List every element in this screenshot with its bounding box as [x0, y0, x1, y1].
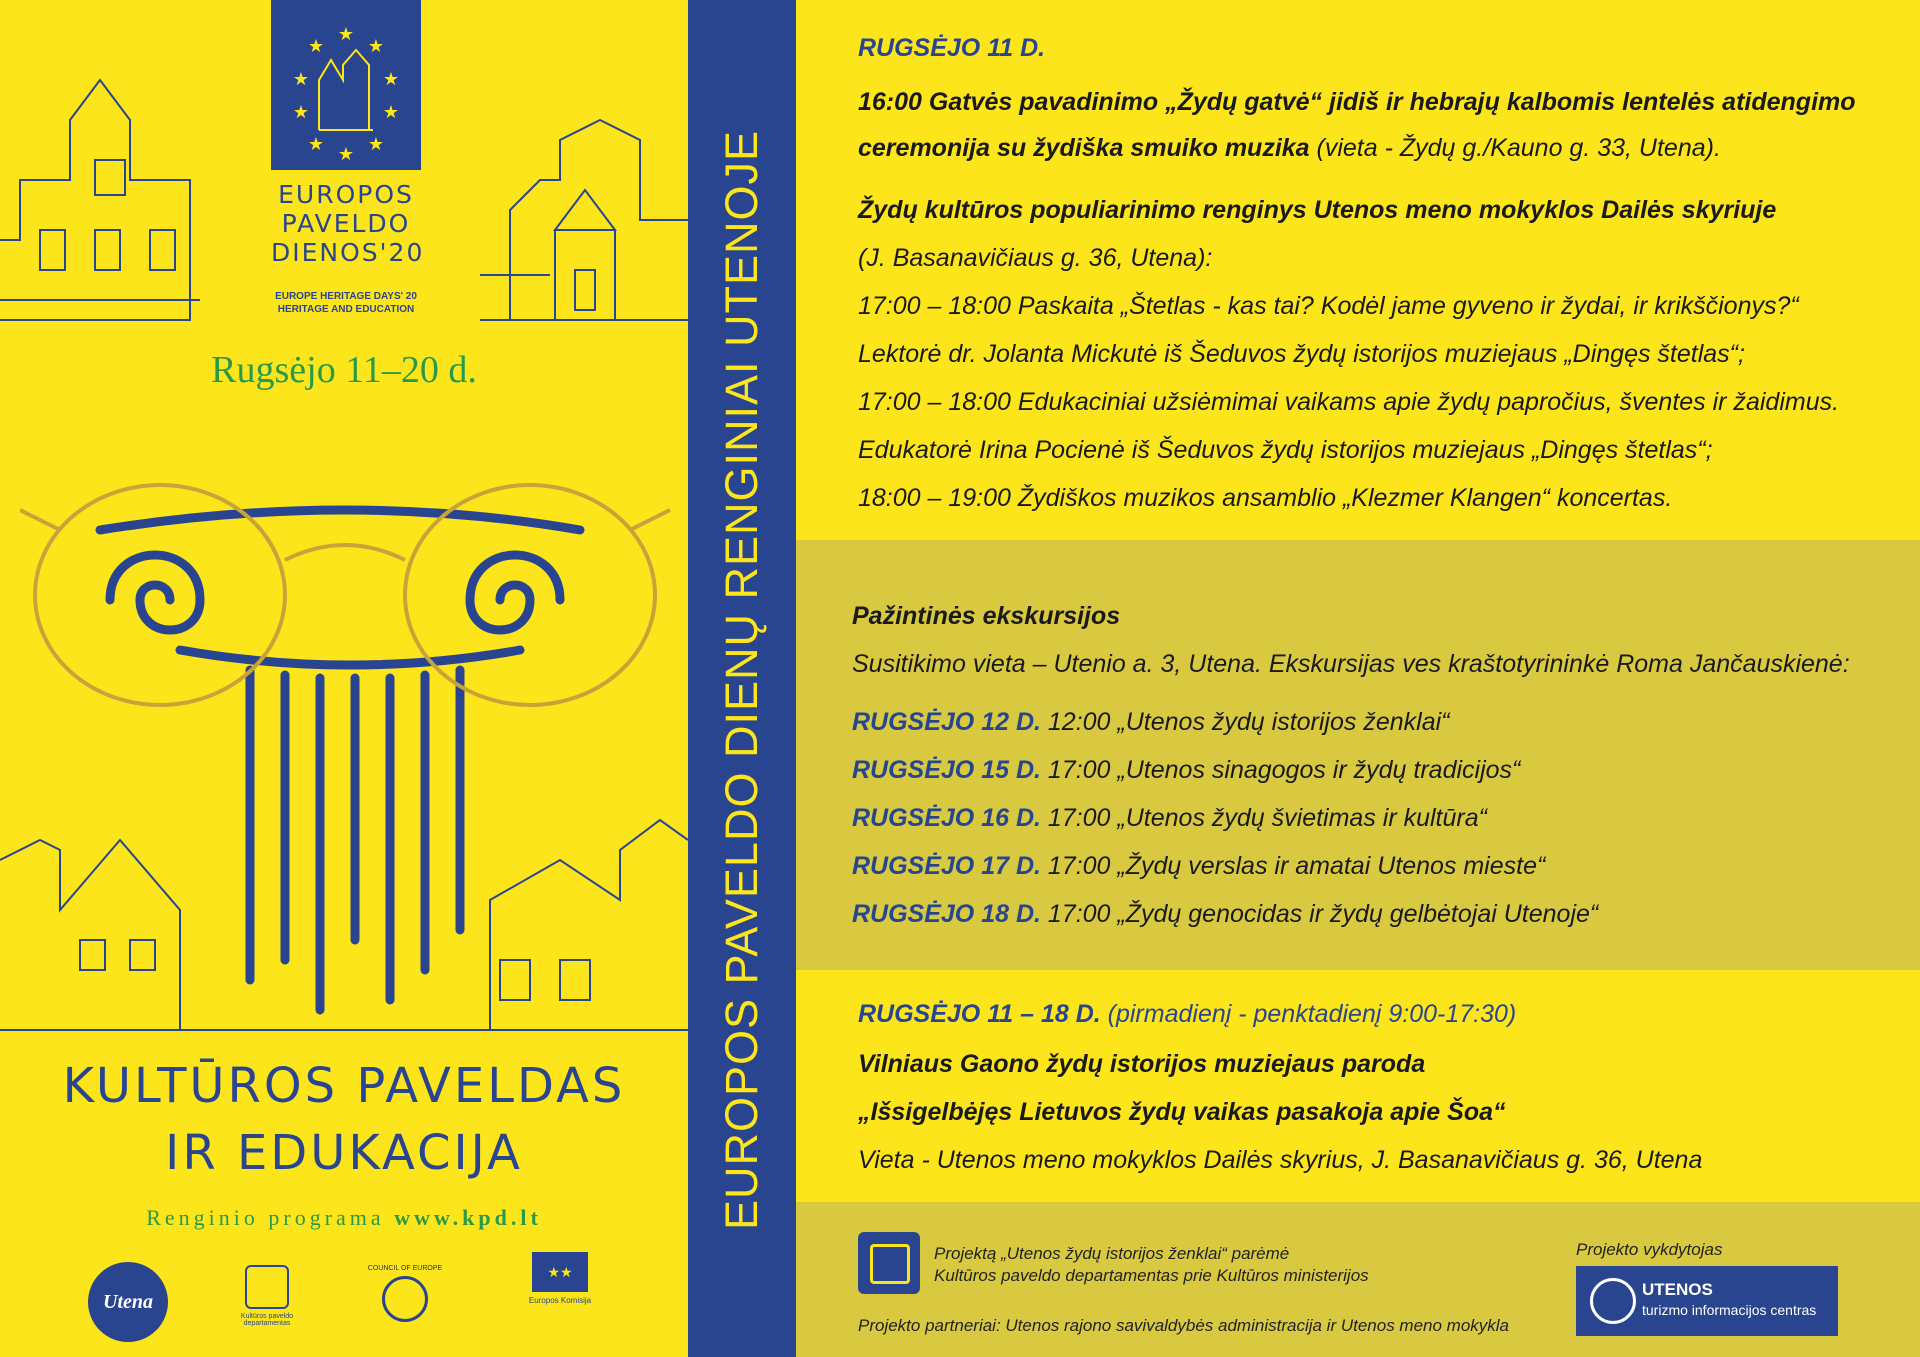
- svg-text:★: ★: [382, 102, 400, 122]
- panel1-line2: ceremonija su žydiška smuiko muzika (vieta - Žydų g./Kauno g. 33, Utena).: [858, 134, 1721, 162]
- panel1-line8: Edukatorė Irina Pocienė iš Šeduvos žydų istorijos muziejaus „Dingęs štetlas“;: [858, 436, 1713, 464]
- svg-text:★: ★: [292, 102, 310, 122]
- panel1-line9: 18:00 – 19:00 Žydiškos muzikos ansamblio „Klezmer Klangen“ koncertas.: [858, 484, 1673, 512]
- panel1-date: RUGSĖJO 11 D.: [858, 34, 1046, 62]
- lower-buildings-illustration: [0, 760, 688, 1060]
- svg-text:★: ★: [367, 36, 385, 56]
- svg-text:★: ★: [337, 24, 355, 44]
- tours-intro: Susitikimo vieta – Utenio a. 3, Utena. Ekskursijas ves kraštotyrininkė Roma Jančauskienė:: [852, 650, 1850, 678]
- logo-line3: DIENOS'20: [271, 238, 425, 267]
- vertical-title: EUROPOS PAVELDO DIENŲ RENGINIAI UTENOJE: [716, 129, 767, 1231]
- vertical-title-strip: [688, 0, 796, 1357]
- tour-item: RUGSĖJO 15 D. 17:00 „Utenos sinagogos ir žydų tradicijos“: [852, 756, 1521, 784]
- svg-text:★: ★: [382, 69, 400, 89]
- svg-text:★: ★: [292, 69, 310, 89]
- svg-text:★: ★: [367, 134, 385, 154]
- kpd-emblem-icon: [858, 1232, 920, 1294]
- logo-sub2: HERITAGE AND EDUCATION: [277, 304, 415, 315]
- executor-label: Projekto vykdytojas: [1576, 1240, 1723, 1259]
- panel-exhibition: [796, 970, 1920, 1202]
- svg-text:★: ★: [307, 36, 325, 56]
- tour-item: RUGSĖJO 17 D. 17:00 „Žydų verslas ir amatai Utenos mieste“: [852, 852, 1546, 880]
- kpd-emblem-icon: [245, 1265, 289, 1309]
- panel1-line7: 17:00 – 18:00 Edukaciniai užsiėmimai vaikams apie žydų papročius, šventes ir žaidimus.: [858, 388, 1840, 416]
- kpd-logo: Kultūros paveldo departamentas: [232, 1265, 302, 1345]
- event-dates: Rugsėjo 11–20 d.: [211, 349, 477, 391]
- utena-logo: Utena: [88, 1262, 168, 1342]
- panel1-line3: Žydų kultūros populiarinimo renginys Utenos meno mokyklos Dailės skyriuje: [858, 196, 1777, 224]
- panel1-line4: (J. Basanavičiaus g. 36, Utena):: [858, 244, 1213, 272]
- support-line1: Projektą „Utenos žydų istorijos ženklai“ parėmė: [934, 1244, 1290, 1263]
- program-line: [0, 1205, 688, 1231]
- utenos-tic-logo: UTENOS turizmo informacijos centras: [1576, 1266, 1838, 1336]
- council-of-europe-logo: COUNCIL OF EUROPE: [360, 1265, 450, 1345]
- poster-panel: [0, 0, 688, 1357]
- tours-heading: Pažintinės ekskursijos: [852, 602, 1121, 630]
- panel3-line2: Vilniaus Gaono žydų istorijos muziejaus paroda: [858, 1050, 1426, 1078]
- logo-line1: EUROPOS: [278, 180, 414, 209]
- tic-logo-icon: [1590, 1278, 1636, 1324]
- panel1-line1: 16:00 Gatvės pavadinimo „Žydų gatvė“ jidiš ir hebrajų kalbomis lentelės atidengimo: [858, 88, 1856, 116]
- svg-text:★: ★: [307, 134, 325, 154]
- panel3-line3: „Išsigelbėjęs Lietuvos žydų vaikas pasakoja apie Šoa“: [858, 1098, 1506, 1126]
- panel1-line5: 17:00 – 18:00 Paskaita „Štetlas - kas tai? Kodėl jame gyveno ir žydai, ir krikščionys?“: [858, 292, 1799, 320]
- eu-flag-icon: ★★: [532, 1252, 588, 1292]
- partners-line: Projekto partneriai: Utenos rajono savivaldybės administracija ir Utenos meno mokykla: [858, 1316, 1510, 1335]
- panel-sept-11: [796, 0, 1920, 540]
- coe-circle-icon: [382, 1276, 428, 1322]
- panel-sponsors: [796, 1216, 1920, 1357]
- main-title-line2: IR EDUKACIJA: [165, 1125, 523, 1181]
- panel-tours: [796, 556, 1920, 954]
- main-title-line1: KULTŪROS PAVELDAS: [62, 1058, 626, 1114]
- program-panel: [796, 0, 1920, 1357]
- stars-castle-icon: [271, 0, 421, 170]
- panel3-line4: Vieta - Utenos meno mokyklos Dailės skyrius, J. Basanavičiaus g. 36, Utena: [858, 1146, 1703, 1174]
- panel3-line1: RUGSĖJO 11 – 18 D. (pirmadienį - penktadienį 9:00-17:30): [858, 1000, 1517, 1028]
- european-commission-logo: ★★ Europos Komisija: [510, 1252, 610, 1342]
- program-url[interactable]: www.kpd.lt: [394, 1205, 542, 1230]
- tour-item: RUGSĖJO 16 D. 17:00 „Utenos žydų švietimas ir kultūra“: [852, 804, 1487, 832]
- support-line2: Kultūros paveldo departamentas prie Kultūros ministerijos: [934, 1266, 1369, 1285]
- svg-text:★: ★: [337, 144, 355, 164]
- logo-line2: PAVELDO: [281, 209, 411, 238]
- program-prefix: Renginio programa: [146, 1205, 385, 1230]
- panel1-line6: Lektorė dr. Jolanta Mickutė iš Šeduvos žydų istorijos muziejaus „Dingęs štetlas“;: [858, 340, 1745, 368]
- eu-heritage-logo: [271, 0, 421, 170]
- tour-item: RUGSĖJO 12 D. 12:00 „Utenos žydų istorijos ženklai“: [852, 708, 1450, 736]
- tour-item: RUGSĖJO 18 D. 17:00 „Žydų genocidas ir žydų gelbėtojai Utenoje“: [852, 900, 1599, 928]
- logo-sub1: EUROPE HERITAGE DAYS' 20: [275, 291, 417, 302]
